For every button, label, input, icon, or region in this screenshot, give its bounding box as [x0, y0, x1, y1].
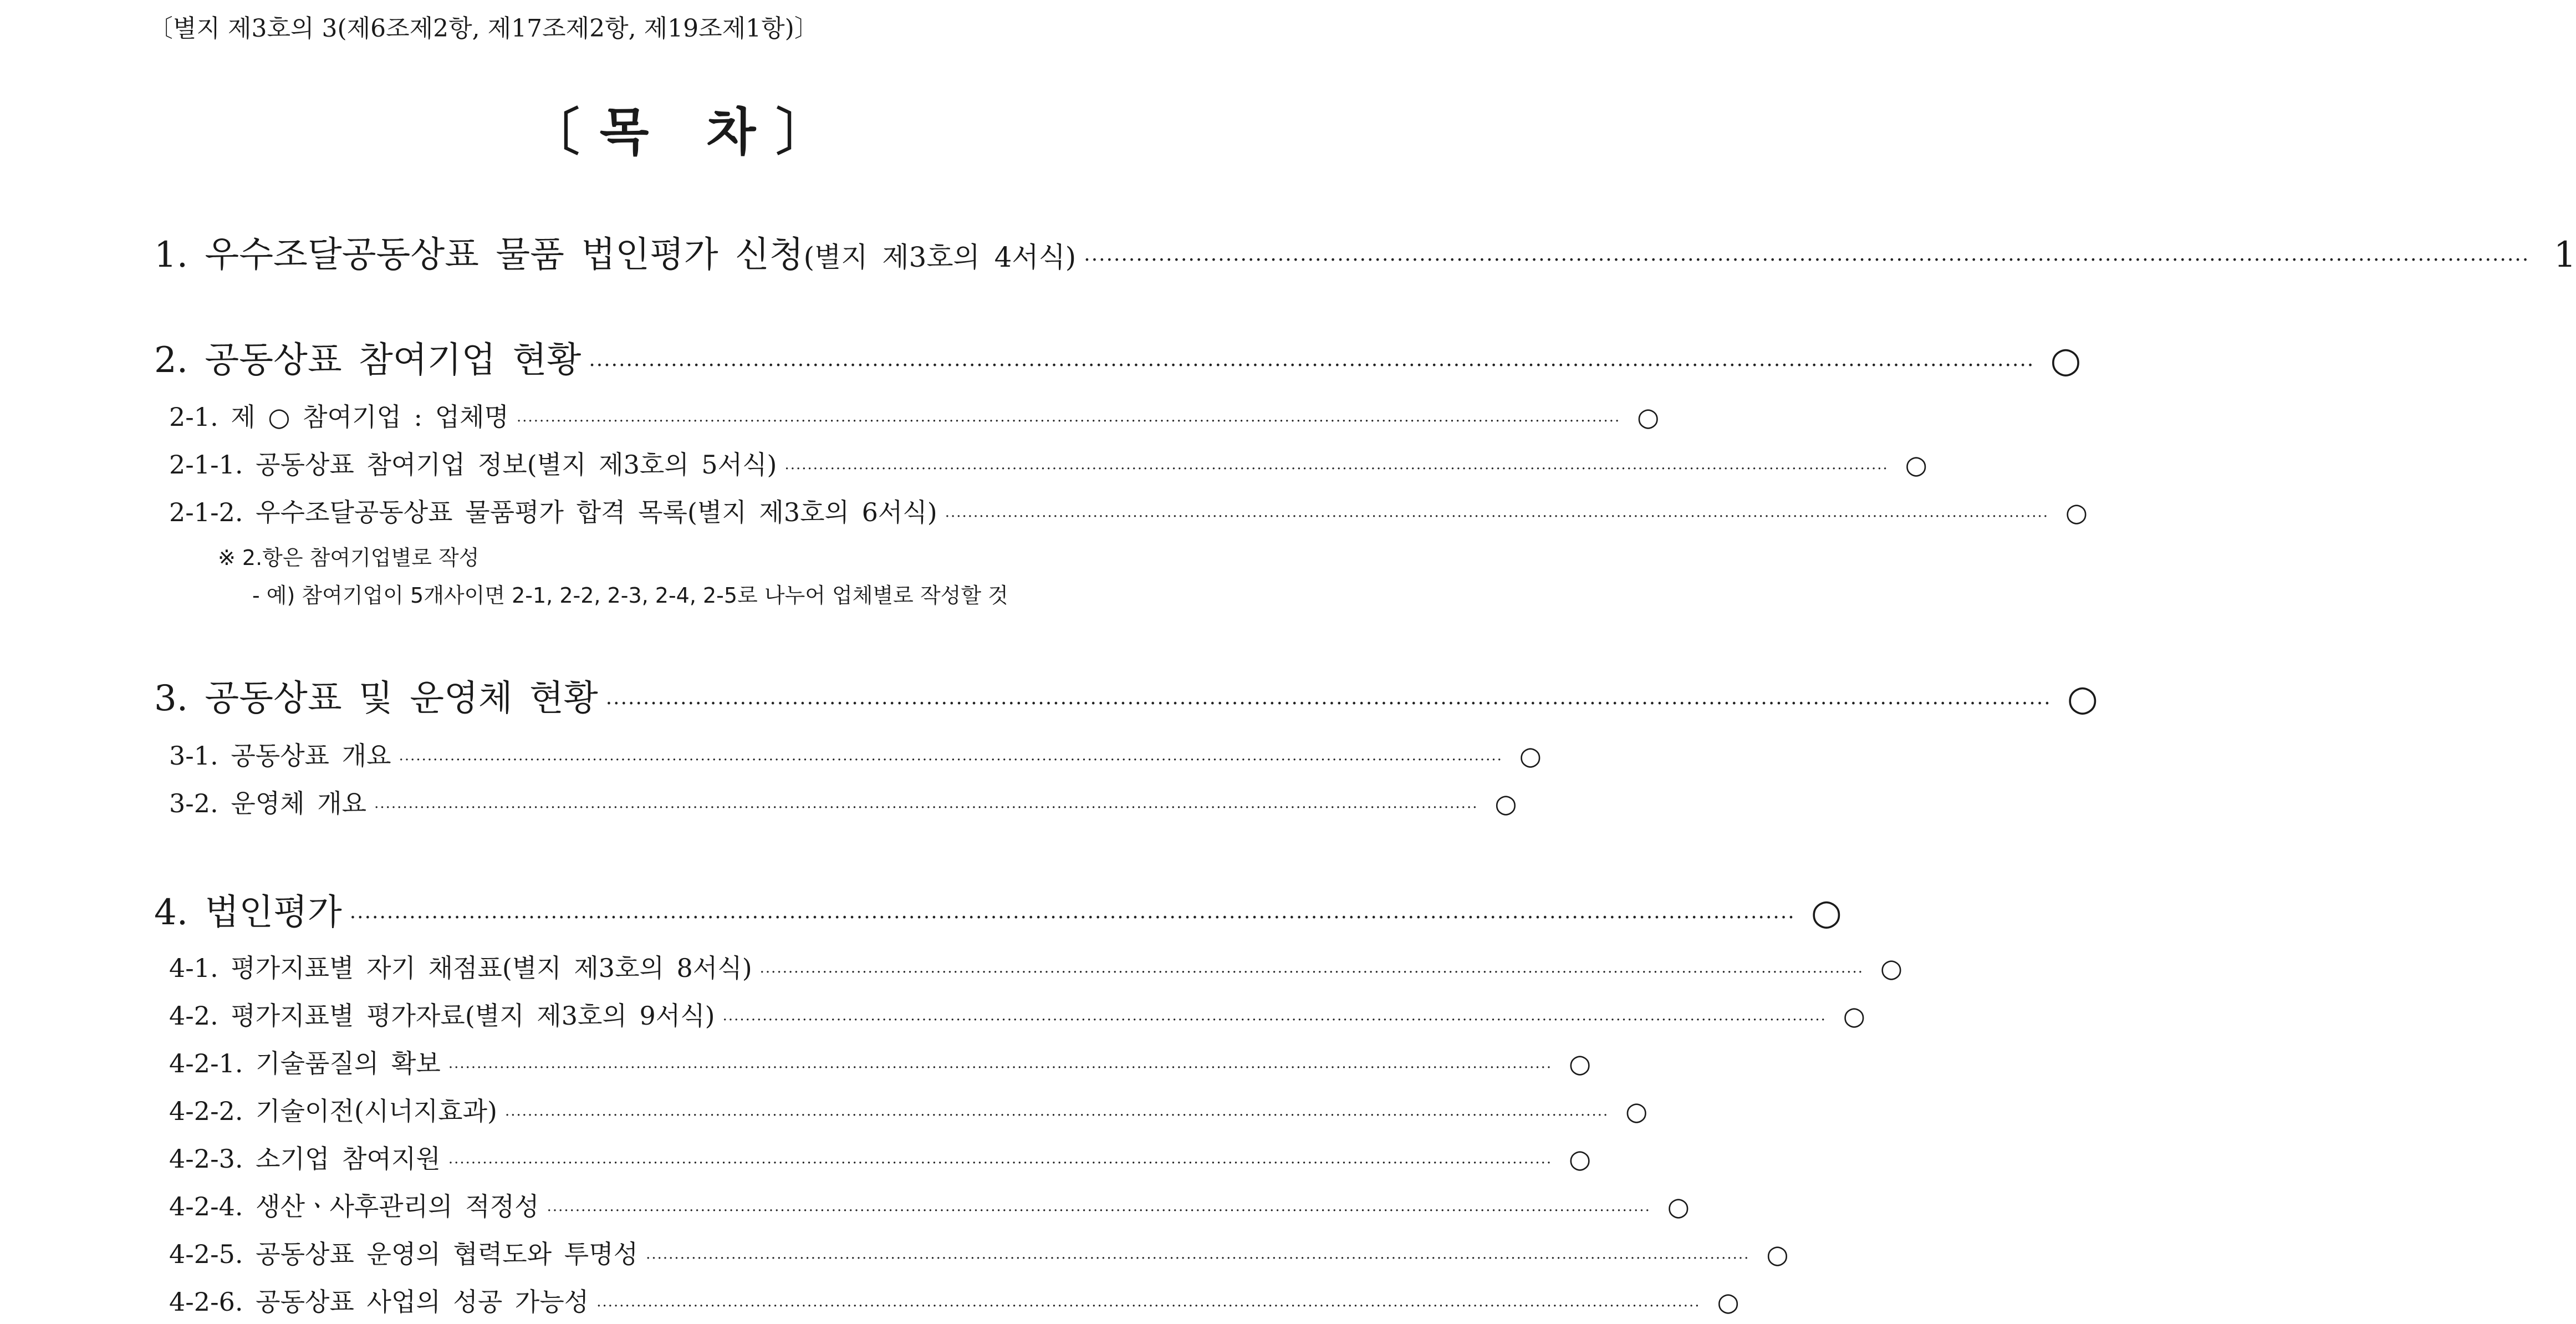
remark-note: ※ 2.항은 참여기업별로 작성	[218, 546, 480, 570]
toc-page-number: ○	[1880, 953, 1902, 983]
toc-page-number: ○	[1810, 892, 1842, 933]
dot-leader: ··································································································································································································	[1084, 249, 2530, 272]
toc-item-label: 2-1-1. 공동상표 참여기업 정보(별지 제3호의 5서식)	[169, 450, 777, 480]
toc-item-4-2[interactable]	[169, 998, 1865, 1038]
toc-page-number: ○	[1519, 741, 1542, 771]
toc-page-number: 1	[2553, 235, 2576, 276]
toc-page-number: ○	[1667, 1191, 1690, 1221]
toc-page-number: ○	[1637, 402, 1660, 432]
toc-page-number: ○	[1569, 1048, 1591, 1078]
toc-page-number: ○	[2050, 340, 2082, 381]
toc-item-label: 4-2-3. 소기업 참여지원	[169, 1144, 441, 1174]
dot-leader: ··································································································································································································	[945, 508, 2049, 525]
toc-item-2-1-1[interactable]	[169, 447, 1927, 487]
toc-item-label: 4-2-5. 공동상표 운영의 협력도와 투명성	[169, 1239, 639, 1269]
toc-item-label: 3-1. 공동상표 개요	[169, 741, 391, 771]
remark-example: - 예) 참여기업이 5개사이면 2-1, 2-2, 2-3, 2-4, 2-5로 나누어 업체별로 작성할 것	[252, 583, 1008, 608]
toc-item-4-2-3[interactable]	[169, 1141, 1591, 1181]
toc-page-number: ○	[1905, 450, 1927, 480]
toc-page-number: ○	[2067, 678, 2098, 719]
dot-leader: ··································································································································································································	[448, 1060, 1553, 1076]
toc-page-number: ○	[1843, 1001, 1865, 1031]
dot-leader: ··································································································································································································	[596, 1298, 1701, 1315]
page-title: 〔목 차〕	[528, 102, 847, 162]
toc-page-number: ○	[2065, 497, 2088, 527]
toc-section-label: 4. 법인평가	[154, 892, 342, 933]
dot-leader: ··································································································································································································	[722, 1012, 1827, 1028]
toc-section-3[interactable]	[154, 675, 2098, 727]
toc-item-3-1[interactable]	[169, 738, 1542, 778]
toc-page-number: ○	[1625, 1096, 1648, 1126]
dot-leader: ··································································································································································································	[448, 1155, 1553, 1172]
dot-leader: ··································································································································································································	[759, 964, 1864, 981]
toc-section-2[interactable]	[154, 337, 2082, 389]
toc-item-label: 4-1. 평가지표별 자기 채점표(별지 제3호의 8서식)	[169, 953, 752, 983]
toc-item-label: 4-2-4. 생산ㆍ사후관리의 적정성	[169, 1191, 539, 1221]
dot-leader: ··································································································································································································	[646, 1250, 1750, 1267]
toc-section-4[interactable]	[154, 889, 1842, 941]
toc-page-number: ○	[1494, 788, 1517, 818]
dot-leader: ··································································································································································································	[547, 1203, 1651, 1219]
toc-page-number: ○	[1766, 1239, 1789, 1269]
form-reference-note: 〔별지 제3호의 3(제6조제2항, 제17조제2항, 제19조제1항)〕	[149, 14, 819, 43]
toc-item-4-2-4[interactable]	[169, 1189, 1690, 1229]
toc-item-4-2-5[interactable]	[169, 1236, 1789, 1276]
toc-item-4-1[interactable]	[169, 950, 1902, 990]
dot-leader: ··································································································································································································	[589, 354, 2035, 377]
toc-page-number: ○	[1569, 1144, 1591, 1174]
toc-page-number: ○	[1717, 1287, 1740, 1317]
dot-leader: ··································································································································································································	[516, 413, 1621, 430]
toc-section-label: 1. 우수조달공동상표 물품 법인평가 신청(별지 제3호의 4서식)	[154, 235, 1077, 276]
toc-item-3-2[interactable]	[169, 786, 1517, 826]
toc-section-label: 3. 공동상표 및 운영체 현황	[154, 678, 598, 719]
dot-leader: ··································································································································································································	[349, 907, 1795, 929]
toc-item-label: 2-1. 제 ○ 참여기업 : 업체명	[169, 402, 509, 432]
toc-item-label: 4-2-2. 기술이전(시너지효과)	[169, 1096, 497, 1126]
toc-section-label: 2. 공동상표 참여기업 현황	[154, 340, 581, 381]
dot-leader: ··································································································································································································	[784, 461, 1889, 477]
toc-item-4-2-6[interactable]	[169, 1284, 1740, 1324]
toc-item-4-2-1[interactable]	[169, 1046, 1591, 1086]
toc-item-label: 4-2-6. 공동상표 사업의 성공 가능성	[169, 1287, 589, 1317]
toc-item-4-2-2[interactable]	[169, 1093, 1648, 1133]
toc-item-2-1-2[interactable]	[169, 495, 2088, 534]
toc-section-1[interactable]	[154, 232, 2576, 284]
dot-leader: ··································································································································································································	[399, 752, 1503, 768]
dot-leader: ··································································································································································································	[504, 1107, 1609, 1124]
toc-item-label: 2-1-2. 우수조달공동상표 물품평가 합격 목록(별지 제3호의 6서식)	[169, 497, 937, 527]
toc-item-label: 4-2-1. 기술품질의 확보	[169, 1048, 441, 1078]
toc-item-2-1[interactable]	[169, 399, 1660, 439]
dot-leader: ··································································································································································································	[605, 692, 2052, 715]
toc-item-label: 3-2. 운영체 개요	[169, 788, 367, 818]
toc-item-label: 4-2. 평가지표별 평가자료(별지 제3호의 9서식)	[169, 1001, 715, 1031]
dot-leader: ··································································································································································································	[374, 800, 1478, 816]
